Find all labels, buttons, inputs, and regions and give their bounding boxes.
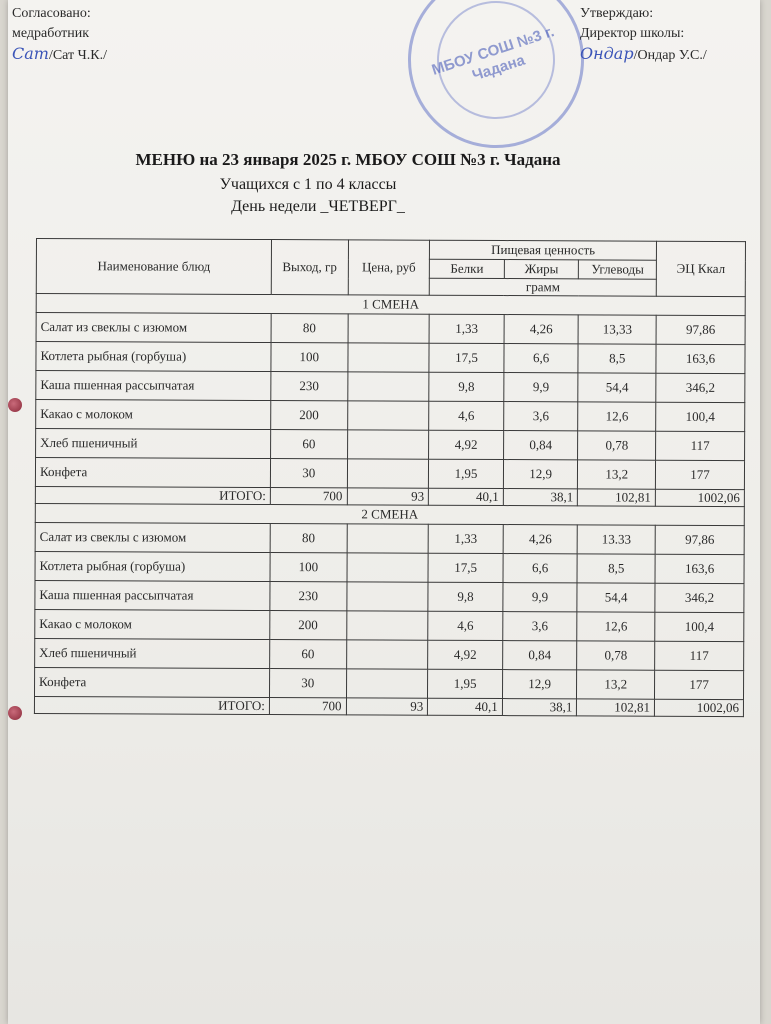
total-price-cell: 93 <box>347 488 429 505</box>
protein-cell: 17,5 <box>429 343 504 372</box>
price-cell <box>346 669 428 698</box>
approval-right-title: Утверждаю: <box>580 6 654 21</box>
kcal-cell: 100,4 <box>655 612 744 641</box>
director-signature: Ондар <box>580 44 634 63</box>
carbs-cell: 12,6 <box>577 612 655 641</box>
protein-cell: 1,33 <box>429 314 504 343</box>
fat-cell: 9,9 <box>503 583 578 612</box>
dish-name: Каша пшенная рассыпчатая <box>36 371 271 401</box>
shift-header: 2 СМЕНА <box>35 503 744 525</box>
approval-left-role: медработник <box>12 26 90 41</box>
dish-name: Хлеб пшеничный <box>35 638 270 668</box>
header-carbs: Углеводы <box>579 260 657 279</box>
approval-left-name: /Сат Ч.К./ <box>48 48 107 63</box>
output-cell: 30 <box>269 669 346 698</box>
header-dish-name: Наименование блюд <box>36 239 271 295</box>
carbs-cell: 13,33 <box>578 315 656 344</box>
header-price: Цена, руб <box>348 240 430 295</box>
approval-left-title: Согласовано: <box>12 6 91 21</box>
protein-cell: 9,8 <box>428 582 503 611</box>
table-row <box>36 313 745 345</box>
table-row <box>35 458 744 490</box>
fat-cell: 0,84 <box>502 641 577 670</box>
price-cell <box>347 343 429 372</box>
kcal-cell: 346,2 <box>656 373 745 402</box>
approval-block-left <box>12 4 107 66</box>
approval-right-name: /Ондар У.С./ <box>633 48 707 63</box>
output-cell: 200 <box>271 401 348 430</box>
header-kcal: ЭЦ Ккал <box>656 241 745 296</box>
table-row <box>36 342 745 374</box>
table-row <box>35 551 744 583</box>
carbs-cell: 0,78 <box>578 431 656 460</box>
fat-cell: 12,9 <box>502 670 577 699</box>
dish-name: Конфета <box>34 667 269 697</box>
total-output-cell: 700 <box>270 488 347 505</box>
price-cell <box>347 459 429 488</box>
carbs-cell: 8,5 <box>578 344 656 373</box>
fat-cell: 0,84 <box>503 431 578 460</box>
output-cell: 200 <box>270 611 347 640</box>
price-cell <box>347 401 429 430</box>
protein-cell: 17,5 <box>428 553 503 582</box>
total-carbs-cell: 102,81 <box>578 489 656 506</box>
price-cell <box>347 372 429 401</box>
carbs-cell: 13,2 <box>578 460 656 489</box>
dish-name: Салат из свеклы с изюмом <box>36 313 271 343</box>
approval-right-role: Директор школы: <box>580 26 685 41</box>
kcal-cell: 177 <box>655 670 744 699</box>
kcal-cell: 100,4 <box>656 402 745 431</box>
carbs-cell: 13,2 <box>577 670 655 699</box>
menu-table <box>34 238 746 717</box>
table-row <box>36 400 745 432</box>
approval-block-right <box>580 4 707 66</box>
menu-title: МЕНЮ на 23 января 2025 г. МБОУ СОШ №3 г. Чадана <box>135 150 561 169</box>
total-row <box>34 696 743 716</box>
medworker-signature: Сат <box>12 44 49 63</box>
price-cell <box>348 314 430 343</box>
kcal-cell: 117 <box>656 431 745 460</box>
fat-cell: 6,6 <box>503 554 578 583</box>
price-cell <box>346 582 428 611</box>
kcal-cell: 177 <box>655 460 744 489</box>
header-unit: грамм <box>430 278 657 296</box>
binder-hole <box>8 398 22 412</box>
header-fat: Жиры <box>504 260 579 279</box>
binder-hole <box>8 706 22 720</box>
shift-header: 1 СМЕНА <box>36 294 745 316</box>
kcal-cell: 97,86 <box>655 525 744 554</box>
price-cell <box>346 640 428 669</box>
output-cell: 230 <box>271 372 348 401</box>
kcal-cell: 163,6 <box>655 554 744 583</box>
dish-name: Котлета рыбная (горбуша) <box>36 342 271 372</box>
total-label: ИТОГО: <box>35 486 270 504</box>
price-cell <box>347 553 429 582</box>
protein-cell: 4,92 <box>428 640 503 669</box>
total-carbs-cell: 102,81 <box>577 699 655 716</box>
fat-cell: 4,26 <box>504 315 579 344</box>
table-row <box>35 580 744 612</box>
output-cell: 60 <box>271 430 348 459</box>
protein-cell: 1,33 <box>428 524 503 553</box>
table-row <box>35 638 744 670</box>
kcal-cell: 117 <box>655 641 744 670</box>
menu-sheet <box>8 0 760 1024</box>
table-row <box>35 522 744 554</box>
dish-name: Салат из свеклы с изюмом <box>35 522 270 552</box>
header-protein: Белки <box>430 259 505 278</box>
output-cell: 100 <box>271 343 348 372</box>
dish-name: Хлеб пшеничный <box>36 429 271 459</box>
dish-name: Каша пшенная рассыпчатая <box>35 580 270 610</box>
carbs-cell: 54,4 <box>578 373 656 402</box>
dish-name: Котлета рыбная (горбуша) <box>35 551 270 581</box>
fat-cell: 4,26 <box>503 525 578 554</box>
output-cell: 60 <box>270 640 347 669</box>
output-cell: 80 <box>270 524 347 553</box>
carbs-cell: 8,5 <box>577 554 655 583</box>
protein-cell: 1,95 <box>429 459 504 488</box>
protein-cell: 1,95 <box>428 669 503 698</box>
carbs-cell: 13.33 <box>578 525 656 554</box>
table-row <box>35 609 744 641</box>
fat-cell: 3,6 <box>503 612 578 641</box>
kcal-cell: 163,6 <box>656 344 745 373</box>
price-cell <box>346 611 428 640</box>
output-cell: 80 <box>271 314 348 343</box>
total-protein-cell: 40,1 <box>429 488 504 505</box>
protein-cell: 9,8 <box>429 372 504 401</box>
total-price-cell: 93 <box>346 698 428 715</box>
total-protein-cell: 40,1 <box>428 698 503 715</box>
table-row <box>36 371 745 403</box>
kcal-cell: 346,2 <box>655 583 744 612</box>
total-label: ИТОГО: <box>34 696 269 714</box>
fat-cell: 9,9 <box>504 373 579 402</box>
protein-cell: 4,92 <box>429 430 504 459</box>
total-fat-cell: 38,1 <box>502 699 577 716</box>
menu-subtitle-weekday: День недели _ЧЕТВЕРГ_ <box>231 198 405 215</box>
total-fat-cell: 38,1 <box>503 489 578 506</box>
carbs-cell: 0,78 <box>577 641 655 670</box>
protein-cell: 4,6 <box>428 611 503 640</box>
table-row <box>34 667 743 699</box>
protein-cell: 4,6 <box>429 401 504 430</box>
carbs-cell: 54,4 <box>577 583 655 612</box>
header-nutrition: Пищевая ценность <box>430 240 657 260</box>
school-stamp: МБОУ СОШ №3 г. Чадана <box>385 0 607 171</box>
carbs-cell: 12,6 <box>578 402 656 431</box>
price-cell <box>347 430 429 459</box>
price-cell <box>347 524 429 553</box>
dish-name: Конфета <box>35 458 270 488</box>
fat-cell: 12,9 <box>503 460 578 489</box>
total-kcal-cell: 1002,06 <box>654 699 743 716</box>
fat-cell: 3,6 <box>504 402 579 431</box>
dish-name: Какао с молоком <box>36 400 271 430</box>
total-output-cell: 700 <box>269 698 346 715</box>
output-cell: 30 <box>270 459 347 488</box>
total-kcal-cell: 1002,06 <box>655 489 744 506</box>
header-output: Выход, гр <box>271 240 348 295</box>
fat-cell: 6,6 <box>504 344 579 373</box>
kcal-cell: 97,86 <box>656 315 745 344</box>
menu-subtitle-grades: Учащихся с 1 по 4 классы <box>219 176 397 193</box>
output-cell: 100 <box>270 553 347 582</box>
output-cell: 230 <box>270 582 347 611</box>
table-row <box>36 429 745 461</box>
dish-name: Какао с молоком <box>35 609 270 639</box>
